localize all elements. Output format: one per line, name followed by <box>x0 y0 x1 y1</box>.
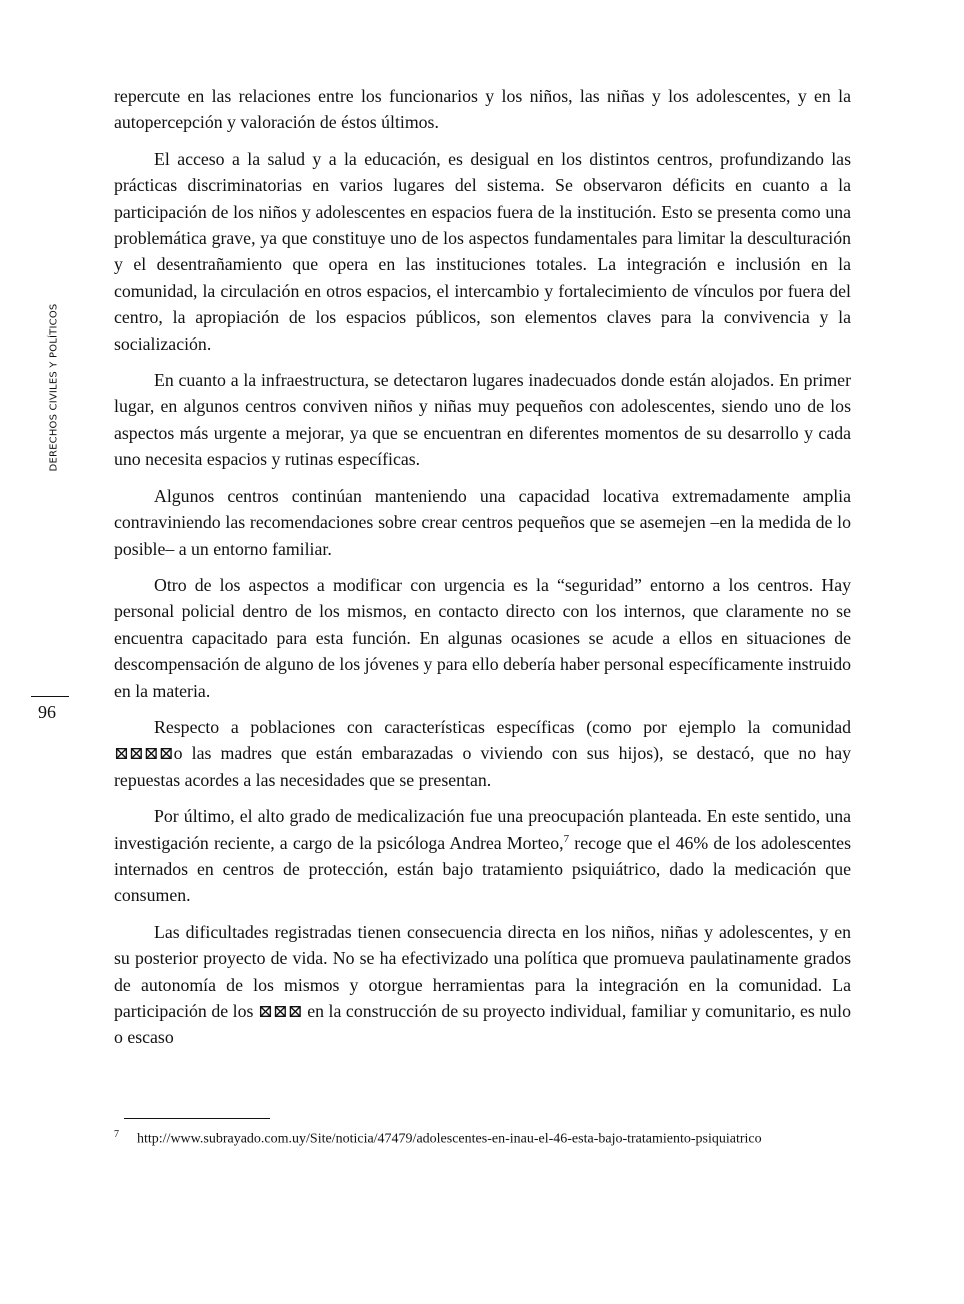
footnote-marker: 7 <box>114 1129 119 1140</box>
paragraph: Respecto a poblaciones con características específicas (como por ejemplo la comunidad ⊠⊠⊠⊠o las madres que están embarazadas o viviendo con sus hijos), se destacó, que no hay repuestas acordes a las necesidades que se presentan. <box>114 716 851 790</box>
footnote-link[interactable]: http://www.subrayado.com.uy/Site/noticia/47479/adolescentes-en-inau-el-46-esta-bajo-tratamiento-psiquiatrico <box>137 1131 762 1147</box>
paragraph: Algunos centros continúan manteniendo una capacidad locativa extremadamente amplia contraviniendo las recomendaciones sobre crear centros pequeños que se asemejen –en la medida de lo posible– a un entorno familiar. <box>114 485 851 559</box>
paragraph: Otro de los aspectos a modificar con urgencia es la “seguridad” entorno a los centros. Hay personal policial dentro de los mismos, en contacto directo con los internos, que claramente no se encuentra capacitado para esta función. En algunas ocasiones se acude a ellos en situaciones de descompensación de alguno de los jóvenes y para ello debería haber personal específicamente instruido en la materia. <box>114 574 851 701</box>
paragraph: repercute en las relaciones entre los funcionarios y los niños, las niñas y los adolescentes, y en la autopercepción y valoración de éstos últimos. <box>114 86 851 133</box>
paragraph: En cuanto a la infraestructura, se detectaron lugares inadecuados donde están alojados. En primer lugar, en algunos centros conviven niños y niñas muy pequeños con adolescentes, siendo uno de los aspectos más urgente a mejorar, ya que se encuentran en diferentes momentos de su desarrollo y cada uno necesita espacios y rutinas específicas. <box>114 370 851 470</box>
paragraph-medicalization <box>114 803 851 909</box>
paragraph-text-end: recoge que el 46% de los adolescentes internados en centros de protección, están bajo tratamiento psiquiátrico, dado la medicación que consumen. <box>114 832 851 906</box>
footnote-separator <box>124 1118 270 1119</box>
paragraph: Las dificultades registradas tienen consecuencia directa en los niños, niñas y adolescentes, y en su posterior proyecto de vida. No se ha efectivizado una política que promueva paulatinamente grados de autonomía de los mismos y otorgue herramientas para la integración en la comunidad. La participación de los ⊠⊠⊠ en la construcción de su proyecto individual, familiar y comunitario, es nulo o escaso <box>114 921 851 1048</box>
paragraph: El acceso a la salud y a la educación, es desigual en los distintos centros, profundizando las prácticas discriminatorias en varios lugares del sistema. Se observaron déficits en cuanto a la participación de los niños y adolescentes en espacios fuera de la institución. Esto se presenta como una problemática grave, ya que constituye uno de los aspectos fundamentales para limitar la desculturación y el desentrañamiento que opera en las instituciones totales. La integración e inclusión en la comunidad, la circulación en otros espacios, el intercambio y fortalecimiento de vínculos por fuera del centro, la apropiación de los espacios públicos, son elementos claves para la convivencia y la socialización. <box>114 148 851 354</box>
body-text <box>114 83 851 1061</box>
section-label-text: DERECHOS CIVILES Y POLÍTICOS <box>48 303 60 472</box>
page-number-rule <box>31 696 69 697</box>
running-section-label <box>47 290 61 485</box>
footnote <box>114 1124 851 1151</box>
footnote-reference[interactable]: 7 <box>563 832 570 845</box>
page-number: 96 <box>38 702 56 722</box>
paragraph-text-start: Por último, el alto grado de medicalización fue una preocupación planteada. En este sentido, una investigación reciente, a cargo de la psicóloga Andrea Morteo, <box>114 806 851 853</box>
